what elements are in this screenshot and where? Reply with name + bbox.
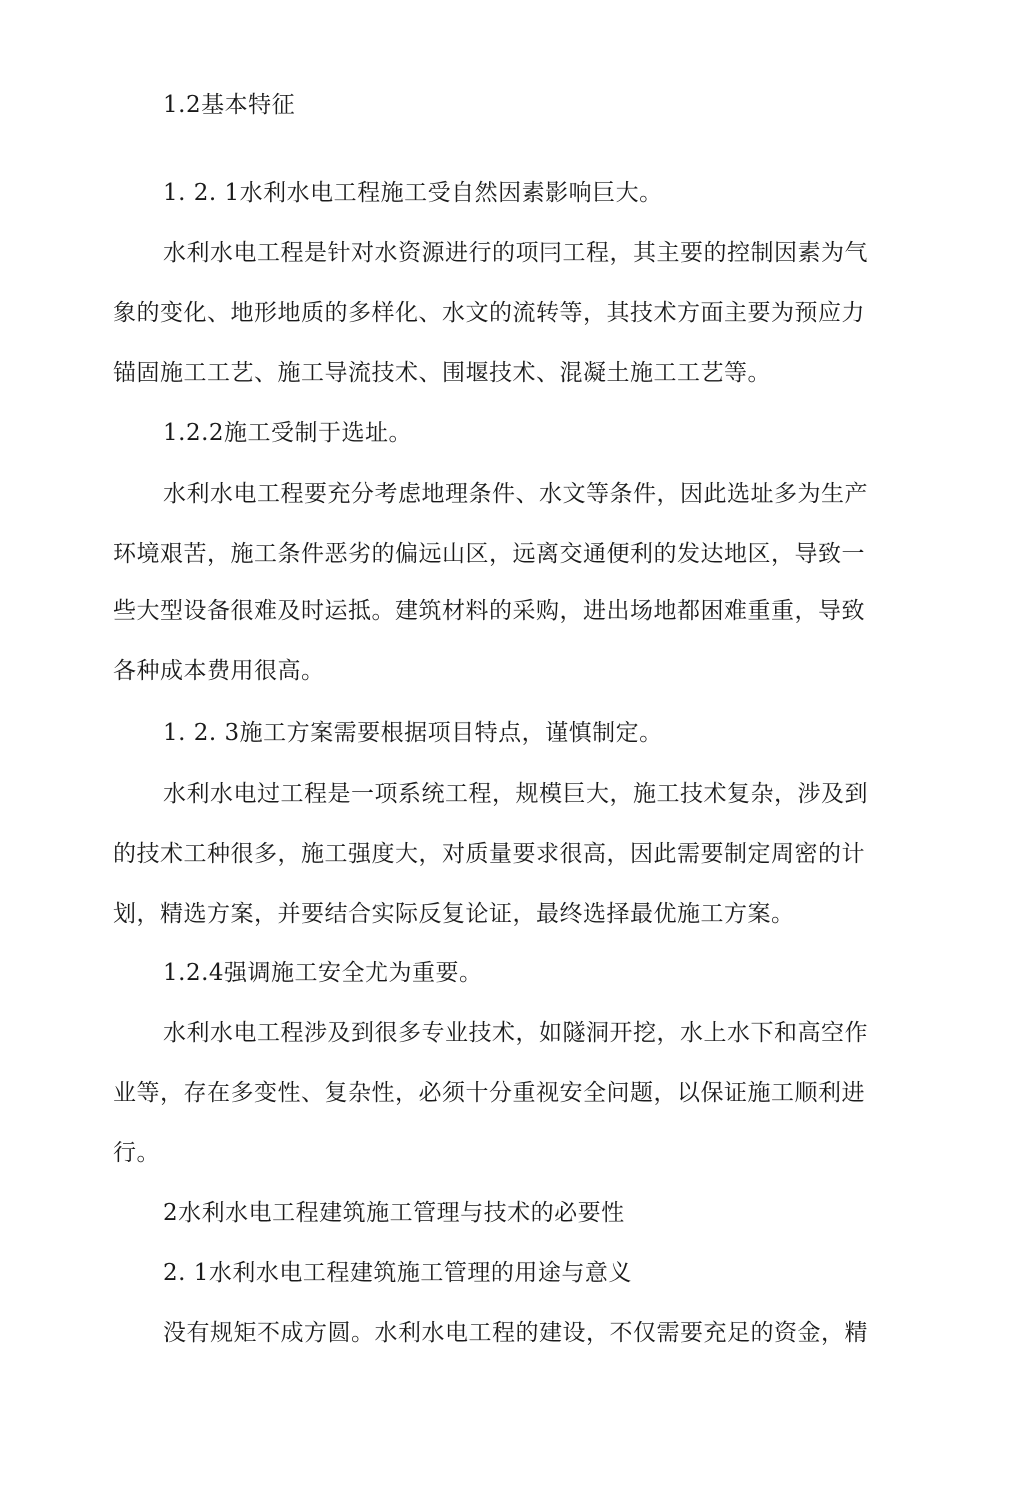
paragraph-line: 的技术工种很多，施工强度大，对质量要求很高，因此需要制定周密的计 bbox=[113, 841, 865, 867]
paragraph-line: 划，精选方案，并要结合实际反复论证，最终选择最优施工方案。 bbox=[113, 901, 795, 927]
paragraph-line: 行。 bbox=[113, 1140, 160, 1166]
paragraph-line: 环境艰苦，施工条件恶劣的偏远山区，远离交通便利的发达地区，导致一 bbox=[113, 541, 865, 567]
paragraph-line: 水利水电工程要充分考虑地理条件、水文等条件，因此选址多为生产 bbox=[163, 481, 868, 507]
subsection-heading-1-2-3: 1. 2. 3施工方案需要根据项目特点，谨慎制定。 bbox=[163, 720, 663, 746]
section-heading-1-2: 1.2基本特征 bbox=[163, 92, 296, 118]
subsection-heading-1-2-1: 1. 2. 1水利水电工程施工受自然因素影响巨大。 bbox=[163, 180, 663, 206]
subsection-heading-1-2-2: 1.2.2施工受制于选址。 bbox=[163, 420, 413, 446]
subsection-heading-2-1: 2. 1水利水电工程建筑施工管理的用途与意义 bbox=[163, 1260, 632, 1286]
paragraph-line: 象的变化、地形地质的多样化、水文的流转等，其技术方面主要为预应力 bbox=[113, 300, 865, 326]
paragraph-line: 锚固施工工艺、施工导流技术、围堰技术、混凝土施工工艺等。 bbox=[113, 360, 771, 386]
paragraph-line: 业等，存在多变性、复杂性，必须十分重视安全问题，以保证施工顺利进 bbox=[113, 1080, 865, 1106]
paragraph-line: 水利水电工程涉及到很多专业技术，如隧洞开挖，水上水下和高空作 bbox=[163, 1020, 868, 1046]
subsection-heading-1-2-4: 1.2.4强调施工安全尤为重要。 bbox=[163, 960, 483, 986]
paragraph-line: 没有规矩不成方圆。水利水电工程的建设，不仅需要充足的资金，精 bbox=[163, 1320, 868, 1346]
paragraph-line: 些大型设备很难及时运抵。建筑材料的采购，进出场地都困难重重，导致 bbox=[113, 598, 865, 624]
paragraph-line: 水利水电工程是针对水资源进行的项冃工程，其主要的控制因素为气 bbox=[163, 240, 868, 266]
paragraph-line: 水利水电过工程是一项系统工程，规模巨大，施工技术复杂，涉及到 bbox=[163, 781, 868, 807]
paragraph-line: 各种成本费用很高。 bbox=[113, 658, 325, 684]
section-heading-2: 2水利水电工程建筑施工管理与技术的必要性 bbox=[163, 1200, 625, 1226]
